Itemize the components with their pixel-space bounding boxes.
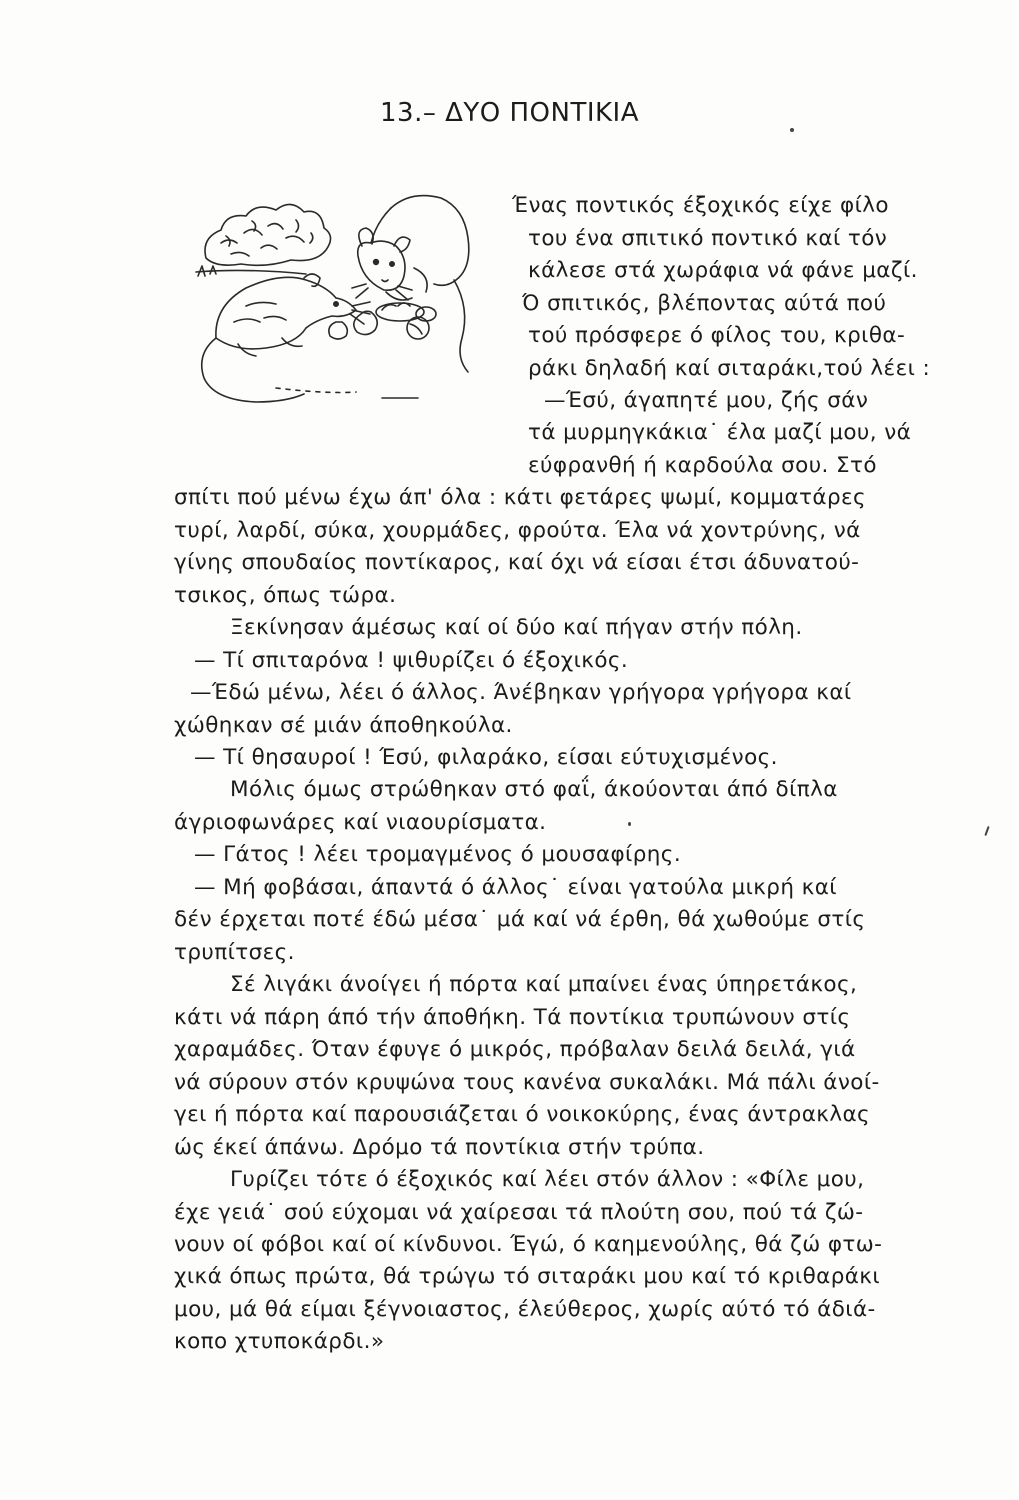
text-line: έχε γειά˙ σού εύχομαι νά χαίρεσαι τά πλούτη σου, πού τά ζώ- [174, 1200, 864, 1225]
text-line: ράκι δηλαδή καί σιταράκι,τού λέει : [528, 356, 931, 381]
two-mice-illustration [186, 188, 476, 418]
text-line: χαραμάδες. Όταν έφυγε ό μικρός, πρόβαλαν δειλά δειλά, γιά [174, 1037, 856, 1062]
text-line: τυρί, λαρδί, σύκα, χουρμάδες, φρούτα. Έλα νά χοντρύνης, νά [174, 518, 861, 543]
text-line: μου, μά θά είμαι ξέγνοιαστος, έλεύθερος, χωρίς αύτό τό άδιά- [174, 1297, 876, 1322]
text-line: νουν οί φόβοι καί οί κίνδυνοι. Έγώ, ό καημενούλης, θά ζώ φτω- [174, 1232, 883, 1257]
text-line: νά σύρουν στόν κρυψώνα τους κανένα συκαλάκι. Μά πάλι άνοί- [174, 1070, 880, 1095]
text-line: — Τί θησαυροί ! Έσύ, φιλαράκο, είσαι εύτυχισμένος. [194, 745, 778, 770]
text-line: — Τί σπιταρόνα ! ψιθυρίζει ό έξοχικός. [194, 648, 629, 673]
text-line: τσικος, όπως τώρα. [174, 583, 397, 608]
text-line: κοπο χτυποκάρδι.» [174, 1329, 385, 1354]
text-line: —Έδώ μένω, λέει ό άλλος. Άνέβηκαν γρήγορα γρήγορα καί [190, 680, 852, 705]
text-line: εύφρανθή ή καρδούλα σου. Στό [528, 453, 877, 478]
text-line: Μόλις όμως στρώθηκαν στό φαΐ, άκούονται άπό δίπλα [230, 777, 838, 802]
text-line: τρυπίτσες. [174, 940, 295, 965]
scan-speck [790, 128, 794, 132]
text-line: τού πρόσφερε ό φίλος του, κριθα- [528, 323, 906, 348]
text-line: χικά όπως πρώτα, θά τρώγω τό σιταράκι μου καί τό κριθαράκι [174, 1264, 881, 1289]
scan-speck [984, 826, 989, 836]
text-line: Γυρίζει τότε ό έξοχικός καί λέει στόν άλλον : «Φίλε μου, [230, 1167, 865, 1192]
text-line: του ένα σπιτικό ποντικό καί τόν [528, 226, 888, 251]
text-line: κάλεσε στά χωράφια νά φάνε μαζί. [528, 258, 918, 283]
text-line: — Γάτος ! λέει τρομαγμένος ό μουσαφίρης. [194, 842, 682, 867]
text-line: γίνης σπουδαίος ποντίκαρος, καί όχι νά είσαι έτσι άδυνατού- [174, 550, 860, 575]
scan-speck [628, 822, 631, 826]
text-line: Ένας ποντικός έξοχικός είχε φίλο [512, 193, 889, 218]
text-line: κάτι νά πάρη άπό τήν άποθήκη. Τά ποντίκια τρυπώνουν στίς [174, 1005, 851, 1030]
text-line: χώθηκαν σέ μιάν άποθηκούλα. [174, 713, 513, 738]
text-line: τά μυρμηγκάκια˙ έλα μαζί μου, νά [528, 420, 912, 445]
text-line: σπίτι πού μένω έχω άπ' όλα : κάτι φετάρες ψωμί, κομματάρες [174, 485, 867, 510]
text-line: — Μή φοβάσαι, άπαντά ό άλλος˙ είναι γατούλα μικρή καί [194, 875, 837, 900]
text-line: Ξεκίνησαν άμέσως καί οί δύο καί πήγαν στήν πόλη. [230, 615, 803, 640]
text-line: γει ή πόρτα καί παρουσιάζεται ό νοικοκύρης, ένας άντρακλας [174, 1102, 871, 1127]
text-line: —Έσύ, άγαπητέ μου, ζής σάν [544, 388, 869, 413]
text-line: Ό σπιτικός, βλέποντας αύτά πού [522, 291, 887, 316]
text-line: δέν έρχεται ποτέ έδώ μέσα˙ μά καί νά έρθη, θά χωθούμε στίς [174, 907, 866, 932]
text-line: Σέ λιγάκι άνοίγει ή πόρτα καί μπαίνει ένας ύπηρετάκος, [230, 972, 858, 997]
text-line: άγριοφωνάρες καί νιαουρίσματα. [174, 810, 547, 835]
text-line: ώς έκεί άπάνω. Δρόμο τά ποντίκια στήν τρύπα. [174, 1135, 705, 1160]
page-title: 13.– ΔΥΟ ΠΟΝΤΙΚΙΑ [379, 98, 640, 128]
